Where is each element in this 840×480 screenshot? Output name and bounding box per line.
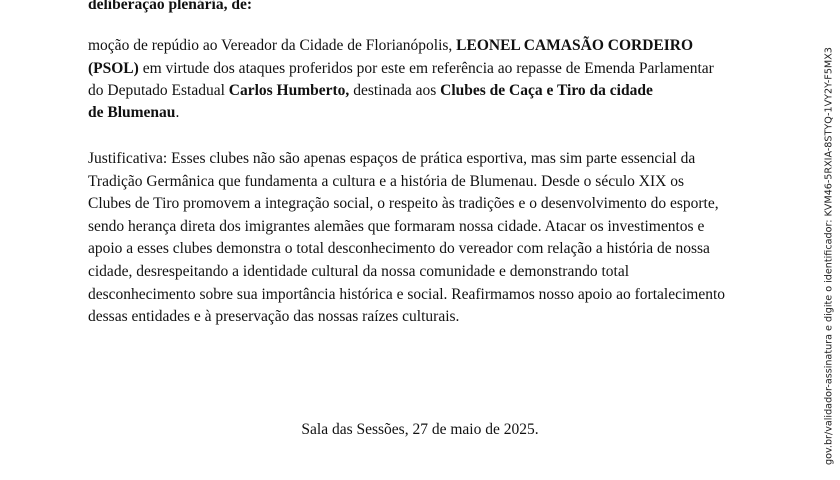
councilor-name: LEONEL CAMASÃO CORDEIRO xyxy=(456,37,694,54)
session-date: Sala das Sessões, 27 de maio de 2025. xyxy=(301,421,539,438)
justification-line: Justificativa: Esses clubes não são apenas espaços de prática esportiva, mas sim parte essencial da xyxy=(88,150,696,167)
motion-line2-rest: em virtude dos ataques proferidos por este em referência ao repasse de Emenda Parlamentar xyxy=(138,60,714,77)
city-name: de Blumenau xyxy=(88,104,176,121)
motion-line3-mid: destinada aos xyxy=(349,82,441,99)
party-name: (PSOL) xyxy=(88,60,139,77)
justification-line: Clubes de Tiro promovem a integração social, o respeito às tradições e o desenvolvimento do esporte, xyxy=(88,195,719,213)
justification-line: desconhecimento sobre sua importância histórica e social. Reafirmamos nosso apoio ao fortalecimento xyxy=(88,285,726,303)
header-fragment: deliberação plenária, de: xyxy=(88,0,253,13)
motion-line4-end: . xyxy=(175,104,180,121)
signature-validation-stamp xyxy=(820,6,838,476)
justification-paragraph xyxy=(88,148,753,329)
motion-line1-prefix: moção de repúdio ao Vereador da Cidade de Florianópolis, xyxy=(88,37,457,54)
motion-line-4 xyxy=(88,103,179,123)
deputy-name: Carlos Humberto, xyxy=(228,82,350,99)
justification-line: apoio a esses clubes demonstra o total desconhecimento do vereador com relação a história de nossa xyxy=(88,240,710,258)
motion-line-3 xyxy=(88,81,653,101)
justification-line: cidade, desrespeitando a identidade cultural da nossa comunidade e demonstrando total xyxy=(88,262,630,280)
motion-line-2 xyxy=(88,59,714,79)
validation-text: gov.br/validador-assinatura e digite o identificador: KVM46-5RXIA-8STYQ-1VY2Y-F5MX3 xyxy=(823,47,835,465)
motion-line-1 xyxy=(88,36,693,56)
clubs-name: Clubes de Caça e Tiro da cidade xyxy=(440,82,653,99)
justification-line: sendo herança direta dos imigrantes alemães que formaram nossa cidade. Atacar os investimentos e xyxy=(88,217,705,235)
motion-line3-prefix: do Deputado Estadual xyxy=(88,82,229,99)
justification-line: dessas entidades e à preservação das nossas raízes culturais. xyxy=(88,308,460,326)
justification-line: Tradição Germânica que fundamenta a cultura e a história de Blumenau. Desde o século XIX os xyxy=(88,172,684,190)
